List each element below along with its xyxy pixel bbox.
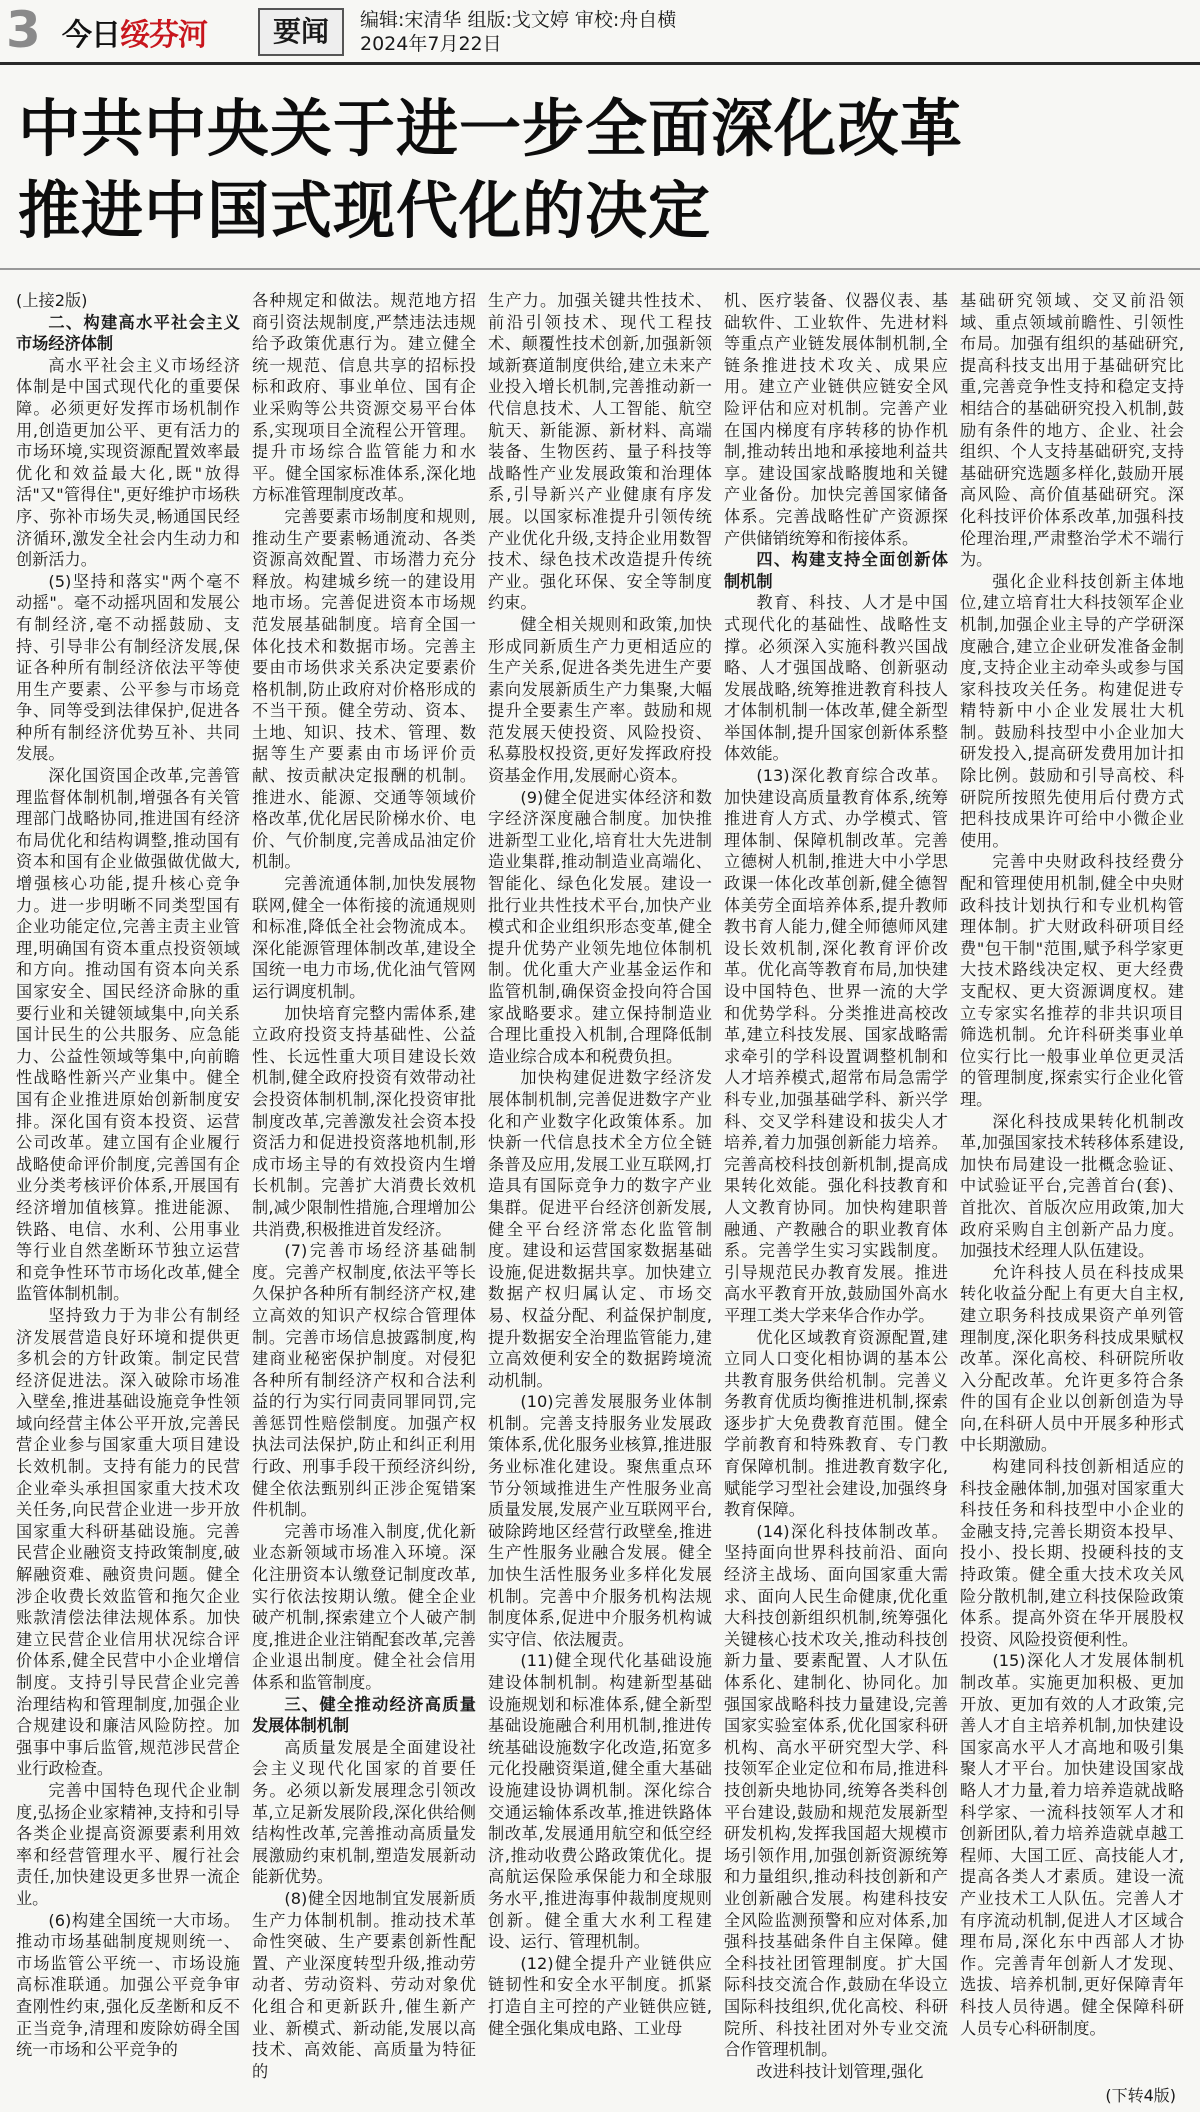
paragraph: 高水平社会主义市场经济体制是中国式现代化的重要保障。必须更好发挥市场机制作用,创造更加公平、更有活力的市场环境,实现资源配置效率最优化和效益最大化,既"放得活"又"管得住",更好维护市场秩序、弥补市场失灵,畅通国民经济循环,激发全社会内生动力和创新活力。 (16, 355, 240, 570)
section-heading: 三、健全推动经济高质量发展体制机制 (252, 1694, 476, 1736)
page-number: 3 (6, 1, 41, 59)
article-body (16, 290, 1184, 2106)
paragraph: 强化企业科技创新主体地位,建立培育壮大科技领军企业机制,加强企业主导的产学研深度融合,建立企业研发准备金制度,支持企业主动牵头或参与国家科技攻关任务。构建促进专精特新中小企业发展壮大机制。鼓励科技型中小企业加大研发投入,提高研发费用加计扣除比例。鼓励和引导高校、科研院所按照先使用后付费方式把科技成果许可给中小微企业使用。 (960, 571, 1184, 850)
article-column-5 (960, 290, 1184, 2106)
paragraph: 优化区域教育资源配置,建立同人口变化相协调的基本公共教育服务供给机制。完善义务教育优质均衡推进机制,探索逐步扩大免费教育范围。健全学前教育和特殊教育、专门教育保障机制。推进教育数字化,赋能学习型社会建设,加强终身教育保障。 (724, 1327, 948, 1520)
paragraph: 构建同科技创新相适应的科技金融体制,加强对国家重大科技任务和科技型中小企业的金融支持,完善长期资本投早、投小、投长期、投硬科技的支持政策。健全重大技术攻关风险分散机制,建立科技保险政策体系。提高外资在华开展股权投资、风险投资便利性。 (960, 1457, 1184, 1649)
paragraph: (12)健全提升产业链供应链韧性和安全水平制度。抓紧打造自主可控的产业链供应链,健全强化集成电路、工业母 (488, 1953, 712, 2038)
headline (18, 88, 1188, 252)
paragraph: 机、医疗装备、仪器仪表、基础软件、工业软件、先进材料等重点产业链发展体制机制,全链条推进技术攻关、成果应用。建立产业链供应链安全风险评估和应对机制。完善产业在国内梯度有序转移的协作机制,推动转出地和承接地利益共享。建设国家战略腹地和关键产业备份。加快完善国家储备体系。完善战略性矿产资源探产供储销统筹和衔接体系。 (724, 291, 948, 548)
paragraph: (11)健全现代化基础设施建设体制机制。构建新型基础设施规划和标准体系,健全新型基础设施融合利用机制,推进传统基础设施数字化改造,拓宽多元化投融资渠道,健全重大基础设施建设协调机制。深化综合交通运输体系改革,推进铁路体制改革,发展通用航空和低空经济,推动收费公路政策优化。提高航运保险承保能力和全球服务水平,推进海事仲裁制度规则创新。健全重大水利工程建设、运行、管理机制。 (488, 1651, 712, 1952)
paragraph: 生产力。加强关键共性技术、前沿引领技术、现代工程技术、颠覆性技术创新,加强新领域新赛道制度供给,建立未来产业投入增长机制,完善推动新一代信息技术、人工智能、航空航天、新能源、新材料、高端装备、生物医药、量子科技等战略性产业发展政策和治理体系,引导新兴产业健康有序发展。以国家标准提升引领传统产业优化升级,支持企业用数智技术、绿色技术改造提升传统产业。强化环保、安全等制度约束。 (488, 291, 712, 613)
paragraph: (10)完善发展服务业体制机制。完善支持服务业发展政策体系,优化服务业核算,推进服务业标准化建设。聚焦重点环节分领域推进生产性服务业高质量发展,发展产业互联网平台,破除跨地区经营行政壁垒,推进生产性服务业融合发展。健全加快生活性服务业多样化发展机制。完善中介服务机构法规制度体系,促进中介服务机构诚实守信、依法履责。 (488, 1392, 712, 1649)
editor-info (360, 8, 676, 56)
paragraph: 完善中国特色现代企业制度,弘扬企业家精神,支持和引导各类企业提高资源要素利用效率和经营管理水平、履行社会责任,加快建设更多世界一流企业。 (16, 1780, 240, 1908)
paragraph: 完善中央财政科技经费分配和管理使用机制,健全中央财政科技计划执行和专业机构管理体制。扩大财政科研项目经费"包干制"范围,赋予科学家更大技术路线决定权、更大经费支配权、更大资源调度权。建立专家实名推荐的非共识项目筛选机制。允许科研类事业单位实行比一般事业单位更灵活的管理制度,探索实行企业化管理。 (960, 852, 1184, 1109)
paper-name-prefix: 今日 (62, 18, 120, 53)
paragraph: 加快构建促进数字经济发展体制机制,完善促进数字产业化和产业数字化政策体系。加快新一代信息技术全方位全链条普及应用,发展工业互联网,打造具有国际竞争力的数字产业集群。促进平台经济创新发展,健全平台经济常态化监管制度。建设和运营国家数据基础设施,促进数据共享。加快建立数据产权归属认定、市场交易、权益分配、利益保护制度,提升数据安全治理监管能力,建立高效便利安全的数据跨境流动机制。 (488, 1068, 712, 1390)
paragraph: 基础研究领域、交叉前沿领域、重点领域前瞻性、引领性布局。加强有组织的基础研究,提高科技支出用于基础研究比重,完善竞争性支持和稳定支持相结合的基础研究投入机制,鼓励有条件的地方、企业、社会组织、个人支持基础研究,支持基础研究选题多样化,鼓励开展高风险、高价值基础研究。深化科技评价体系改革,加强科技伦理治理,严肃整治学术不端行为。 (960, 291, 1184, 570)
masthead (0, 0, 1200, 65)
section-label: 要闻 (258, 8, 344, 56)
paragraph: 完善流通体制,加快发展物联网,健全一体衔接的流通规则和标准,降低全社会物流成本。深化能源管理体制改革,建设全国统一电力市场,优化油气管网运行调度机制。 (252, 874, 476, 1001)
paragraph: 各种规定和做法。规范地方招商引资法规制度,严禁违法违规给予政策优惠行为。建立健全统一规范、信息共享的招标投标和政府、事业单位、国有企业采购等公共资源交易平台体系,实现项目全流程公开管理。提升市场综合监管能力和水平。健全国家标准体系,深化地方标准管理制度改革。 (252, 291, 476, 505)
paragraph: 深化国资国企改革,完善管理监督体制机制,增强各有关管理部门战略协同,推进国有经济布局优化和结构调整,推动国有资本和国有企业做强做优做大,增强核心功能,提升核心竞争力。进一步明晰不同类型国有企业功能定位,完善主责主业管理,明确国有资本重点投资领域和方向。推动国有资本向关系国家安全、国民经济命脉的重要行业和关键领域集中,向关系国计民生的公共服务、应急能力、公益性领域等集中,向前瞻性战略性新兴产业集中。健全国有企业推进原始创新制度安排。深化国有资本投资、运营公司改革。建立国有企业履行战略使命评价制度,完善国有企业分类考核评价体系,开展国有经济增加值核算。推进能源、铁路、电信、水利、公用事业等行业自然垄断环节独立运营和竞争性环节市场化改革,健全监管体制机制。 (16, 766, 240, 1304)
paragraph: 加快培育完整内需体系,建立政府投资支持基础性、公益性、长远性重大项目建设长效机制,健全政府投资有效带动社会投资体制机制,深化投资审批制度改革,完善激发社会资本投资活力和促进投资落地机制,形成市场主导的有效投资内生增长机制。完善扩大消费长效机制,减少限制性措施,合理增加公共消费,积极推进首发经济。 (252, 1003, 476, 1239)
section-heading: 二、构建高水平社会主义市场经济体制 (16, 312, 240, 354)
paragraph: 健全相关规则和政策,加快形成同新质生产力更相适应的生产关系,促进各类先进生产要素向发展新质生产力集聚,大幅提升全要素生产率。鼓励和规范发展天使投资、风险投资、私募股权投资,更好发挥政府投资基金作用,发展耐心资本。 (488, 614, 712, 786)
issue-date: 2024年7月22日 (360, 33, 502, 55)
article-column-4 (724, 290, 948, 2106)
paragraph: (14)深化科技体制改革。坚持面向世界科技前沿、面向经济主战场、面向国家重大需求、面向人民生命健康,优化重大科技创新组织机制,统筹强化关键核心技术攻关,推动科技创新力量、要素配置、人才队伍体系化、建制化、协同化。加强国家战略科技力量建设,完善国家实验室体系,优化国家科研机构、高水平研究型大学、科技领军企业定位和布局,推进科技创新央地协同,统筹各类科创平台建设,鼓励和规范发展新型研发机构,发挥我国超大规模市场引领作用,加强创新资源统筹和力量组织,推动科技创新和产业创新融合发展。构建科技安全风险监测预警和应对体系,加强科技基础条件自主保障。健全科技社团管理制度。扩大国际科技交流合作,鼓励在华设立国际科技组织,优化高校、科研院所、科技社团对外专业交流合作管理机制。 (724, 1521, 948, 2060)
paragraph: 允许科技人员在科技成果转化收益分配上有更大自主权,建立职务科技成果资产单列管理制度,深化职务科技成果赋权改革。深化高校、科研院所收入分配改革。允许更多符合条件的国有企业以创新创造为导向,在科研人员中开展多种形式中长期激励。 (960, 1262, 1184, 1455)
paragraph: 改进科技计划管理,强化 (756, 2061, 924, 2081)
article-column-2 (252, 290, 476, 2106)
paragraph: 坚持致力于为非公有制经济发展营造良好环境和提供更多机会的方针政策。制定民营经济促进法。深入破除市场准入壁垒,推进基础设施竞争性领域向经营主体公平开放,完善民营企业参与国家重大项目建设长效机制。支持有能力的民营企业牵头承担国家重大技术攻关任务,向民营企业进一步开放国家重大科研基础设施。完善民营企业融资支持政策制度,破解融资难、融资贵问题。健全涉企收费长效监管和拖欠企业账款清偿法律法规体系。加快建立民营企业信用状况综合评价体系,健全民营中小企业增信制度。支持引导民营企业完善治理结构和管理制度,加强企业合规建设和廉洁风险防控。加强事中事后监管,规范涉民营企业行政检查。 (16, 1305, 240, 1779)
paragraph: 深化科技成果转化机制改革,加强国家技术转移体系建设,加快布局建设一批概念验证、中试验证平台,完善首台(套)、首批次、首版次应用政策,加大政府采购自主创新产品力度。加强技术经理人队伍建设。 (960, 1111, 1184, 1261)
article-column-1 (16, 290, 240, 2106)
paragraph: 教育、科技、人才是中国式现代化的基础性、战略性支撑。必须深入实施科教兴国战略、人才强国战略、创新驱动发展战略,统筹推进教育科技人才体制机制一体改革,健全新型举国体制,提升国家创新体系整体效能。 (724, 593, 948, 764)
paragraph: (8)健全因地制宜发展新质生产力体制机制。推动技术革命性突破、生产要素创新性配置、产业深度转型升级,推动劳动者、劳动资料、劳动对象优化组合和更新跃升,催生新产业、新模式、新动能,发展以高技术、高效能、高质量为特征的 (252, 1888, 476, 2081)
paragraph: 完善市场准入制度,优化新业态新领域市场准入环境。深化注册资本认缴登记制度改革,实行依法按期认缴。健全企业破产机制,探索建立个人破产制度,推进企业注销配套改革,完善企业退出制度。健全社会信用体系和监管制度。 (252, 1521, 476, 1692)
paper-name-city: 绥芬河 (120, 18, 207, 53)
headline-line-1: 中共中央关于进一步全面深化改革 (18, 92, 964, 165)
paragraph: (6)构建全国统一大市场。推动市场基础制度规则统一、市场监管公平统一、市场设施高标准联通。加强公平竞争审查刚性约束,强化反垄断和反不正当竞争,清理和废除妨碍全国统一市场和公平竞争的 (16, 1910, 240, 2060)
article-column-3 (488, 290, 712, 2106)
headline-line-2: 推进中国式现代化的决定 (18, 174, 712, 247)
paragraph: (13)深化教育综合改革。加快建设高质量教育体系,统筹推进育人方式、办学模式、管理体制、保障机制改革。完善立德树人机制,推进大中小学思政课一体化改革创新,健全德智体美劳全面培养体系,提升教师教书育人能力,健全师德师风建设长效机制,深化教育评价改革。优化高等教育布局,加快建设中国特色、世界一流的大学和优势学科。分类推进高校改革,建立科技发展、国家战略需求牵引的学科设置调整机制和人才培养模式,超常布局急需学科专业,加强基础学科、新兴学科、交叉学科建设和拔尖人才培养,着力加强创新能力培养。完善高校科技创新机制,提高成果转化效能。强化科技教育和人文教育协同。加快构建职普融通、产教融合的职业教育体系。完善学生实习实践制度。引导规范民办教育发展。推进高水平教育开放,鼓励国外高水平理工类大学来华合作办学。 (724, 766, 948, 1325)
paragraph: (5)坚持和落实"两个毫不动摇"。毫不动摇巩固和发展公有制经济,毫不动摇鼓励、支持、引导非公有制经济发展,保证各种所有制经济依法平等使用生产要素、公平参与市场竞争、同等受到法律保护,促进各种所有制经济优势互补、共同发展。 (16, 571, 240, 764)
continued-from: (上接2版) (16, 291, 88, 310)
paragraph: (7)完善市场经济基础制度。完善产权制度,依法平等长久保护各种所有制经济产权,建立高效的知识产权综合管理体制。完善市场信息披露制度,构建商业秘密保护制度。对侵犯各种所有制经济产权和合法利益的行为实行同责同罪同罚,完善惩罚性赔偿制度。加强产权执法司法保护,防止和纠正利用行政、刑事手段干预经济纠纷,健全依法甄别纠正涉企冤错案件机制。 (252, 1241, 476, 1520)
paper-name (62, 10, 207, 54)
paragraph: (9)健全促进实体经济和数字经济深度融合制度。加快推进新型工业化,培育壮大先进制造业集群,推动制造业高端化、智能化、绿色化发展。建设一批行业共性技术平台,加快产业模式和企业组织形态变革,健全提升优势产业领先地位体制机制。优化重大产业基金运作和监管机制,确保资金投向符合国家战略要求。建立保持制造业合理比重投入机制,合理降低制造业综合成本和税费负担。 (488, 787, 712, 1066)
continued-to: (下转4版) (1105, 2086, 1176, 2105)
editor-names: 编辑:宋清华 组版:戈文婷 审校:舟自横 (360, 9, 677, 31)
paragraph: (15)深化人才发展体制机制改革。实施更加积极、更加开放、更加有效的人才政策,完善人才自主培养机制,加快建设国家高水平人才高地和吸引集聚人才平台。加快建设国家战略人才力量,着力培养造就战略科学家、一流科技领军人才和创新团队,着力培养造就卓越工程师、大国工匠、高技能人才,提高各类人才素质。建设一流产业技术工人队伍。完善人才有序流动机制,促进人才区域合理布局,深化东中西部人才协作。完善青年创新人才发现、选拔、培养机制,更好保障青年科技人员待遇。健全保障科研人员专心科研制度。 (960, 1651, 1184, 2038)
paragraph: 高质量发展是全面建设社会主义现代化国家的首要任务。必须以新发展理念引领改革,立足新发展阶段,深化供给侧结构性改革,完善推动高质量发展激励约束机制,塑造发展新动能新优势。 (252, 1737, 476, 1887)
section-heading: 四、构建支持全面创新体制机制 (724, 550, 948, 591)
paragraph: 完善要素市场制度和规则,推动生产要素畅通流动、各类资源高效配置、市场潜力充分释放。构建城乡统一的建设用地市场。完善促进资本市场规范发展基础制度。培育全国一体化技术和数据市场。完善主要由市场供求关系决定要素价格机制,防止政府对价格形成的不当干预。健全劳动、资本、土地、知识、技术、管理、数据等生产要素由市场评价贡献、按贡献决定报酬的机制。推进水、能源、交通等领域价格改革,优化居民阶梯水价、电价、气价制度,完善成品油定价机制。 (252, 506, 476, 872)
divider (0, 268, 1200, 270)
